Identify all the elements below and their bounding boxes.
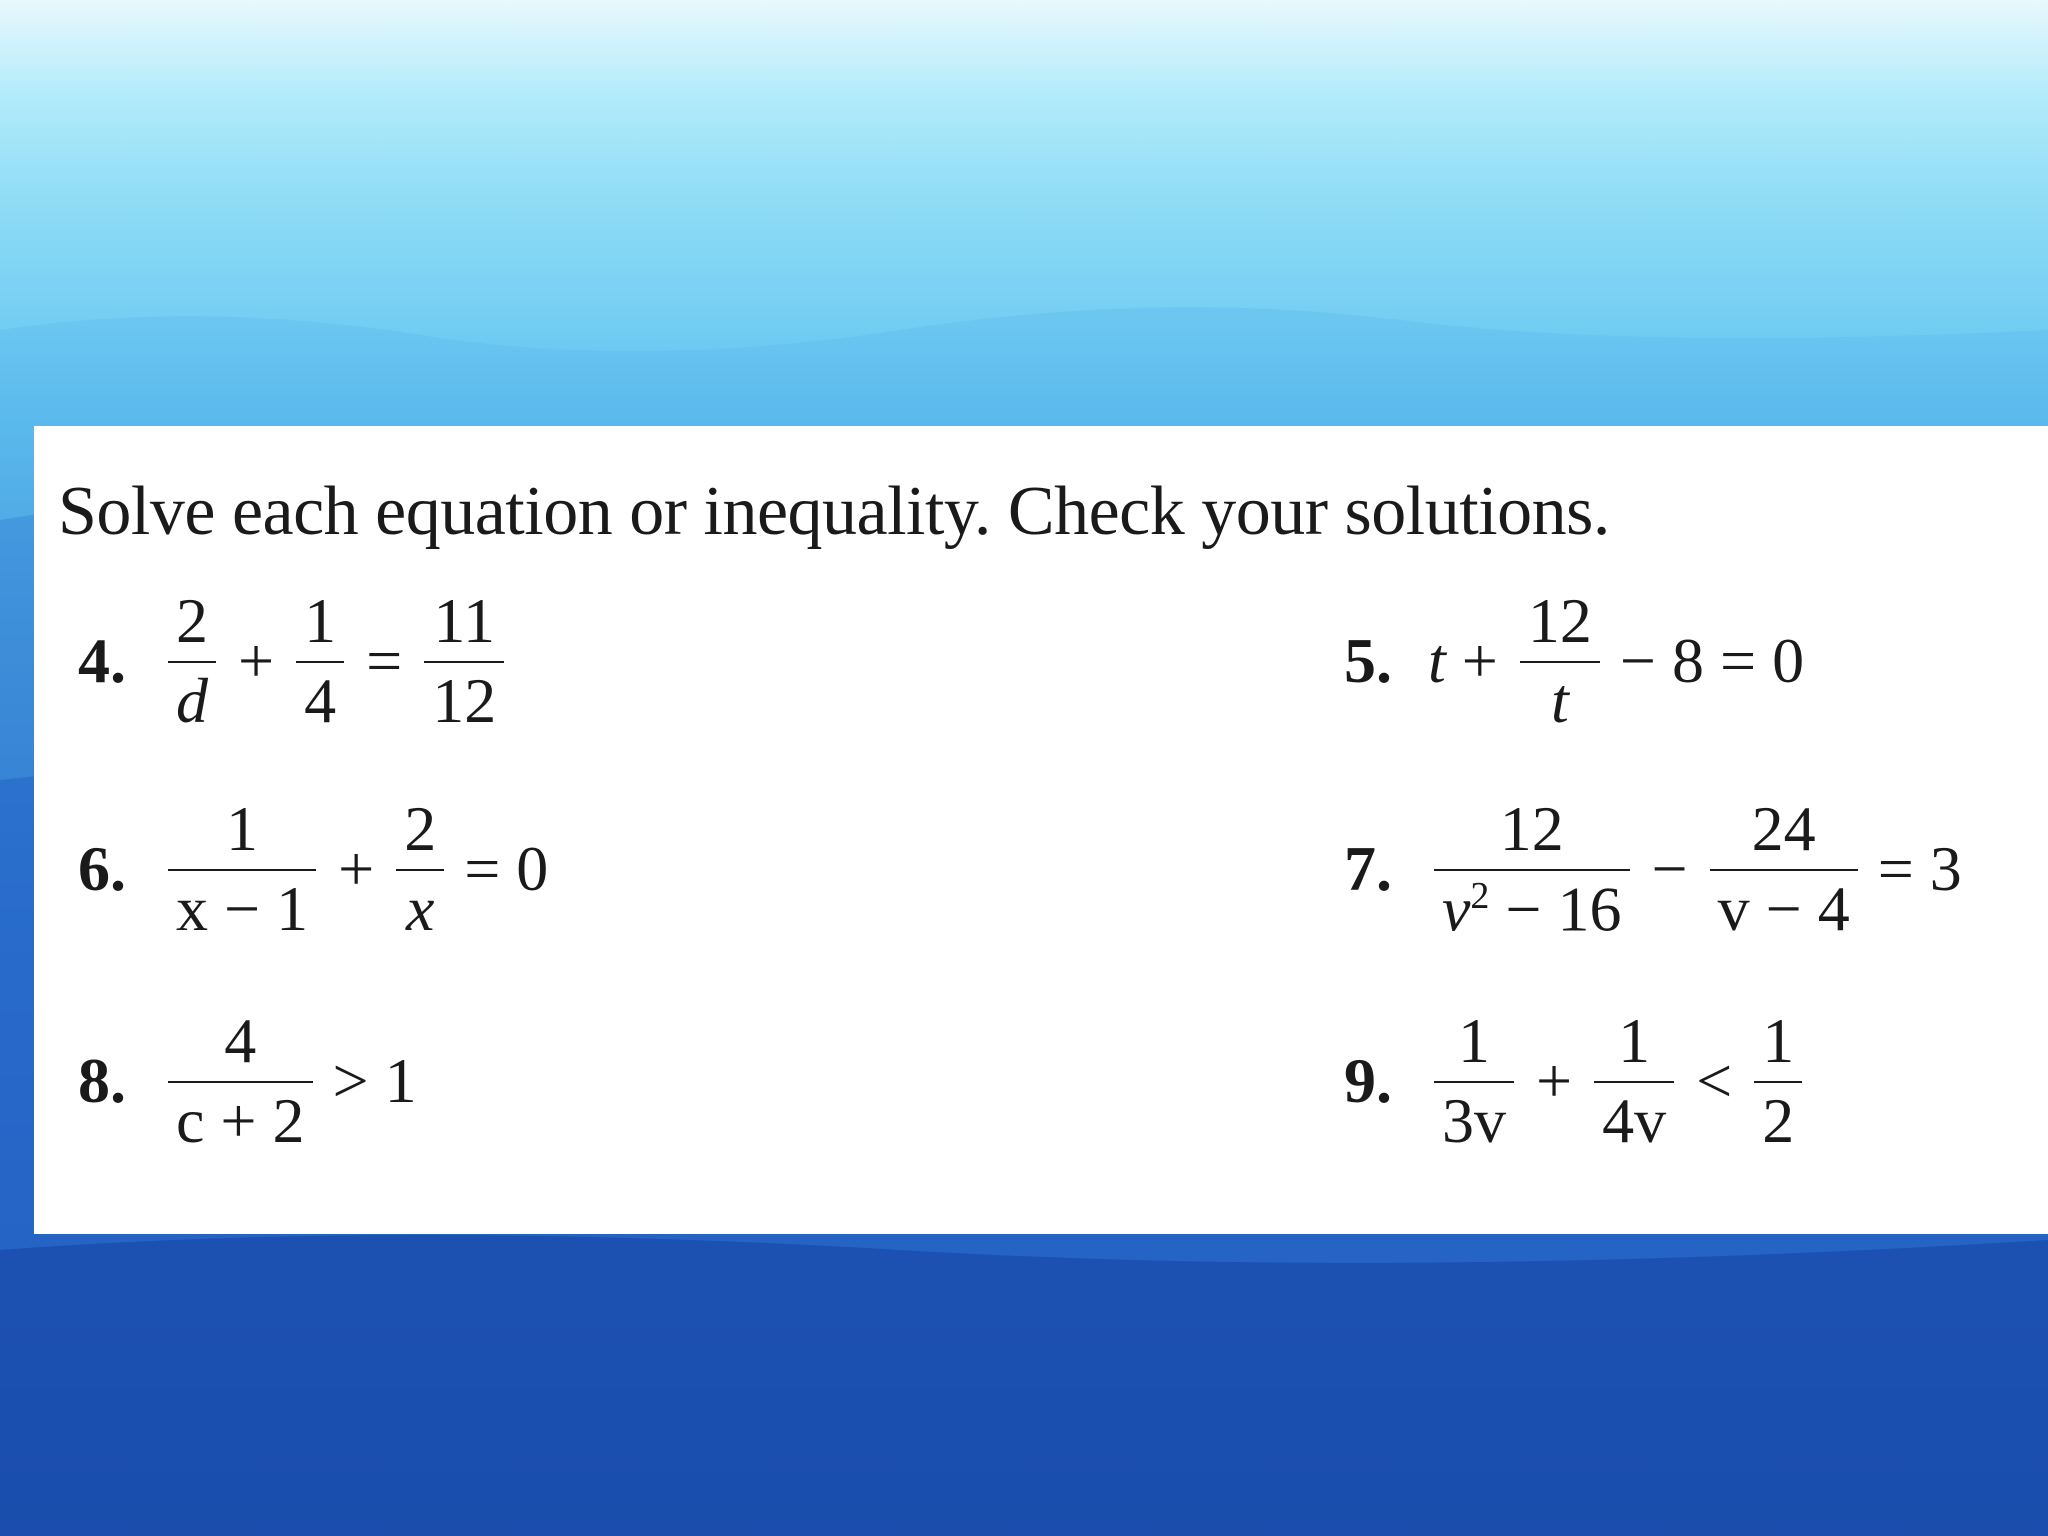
numerator: 11 xyxy=(424,589,504,663)
denominator: x − 1 xyxy=(176,873,309,944)
problem-9 xyxy=(1344,1006,1808,1156)
fraction xyxy=(1710,793,1858,944)
fraction xyxy=(168,793,316,944)
expression-tail: = 0 xyxy=(464,833,549,904)
denominator: 4 xyxy=(304,665,337,736)
problem-panel xyxy=(34,426,2048,1234)
numerator: 1 xyxy=(296,589,344,663)
variable: t xyxy=(1428,625,1446,696)
denominator xyxy=(1434,871,1630,945)
operator: + xyxy=(238,625,275,696)
fraction xyxy=(1594,1005,1674,1156)
fraction xyxy=(168,1005,313,1156)
operator: < xyxy=(1696,1045,1733,1116)
fraction xyxy=(1434,792,1630,945)
numerator: 1 xyxy=(1594,1009,1674,1083)
denominator-variable: v xyxy=(1442,873,1471,945)
denominator: 2 xyxy=(1762,1085,1795,1156)
problem-7 xyxy=(1344,794,1962,944)
denominator: 4v xyxy=(1602,1085,1667,1156)
problem-8 xyxy=(78,1006,417,1156)
denominator: t xyxy=(1550,665,1569,736)
problem-5 xyxy=(1344,586,1804,736)
problem-4 xyxy=(78,586,510,736)
denominator: x xyxy=(405,873,435,944)
denominator-rest: − 16 xyxy=(1489,873,1622,945)
numerator: 4 xyxy=(168,1009,313,1083)
numerator: 24 xyxy=(1710,797,1858,871)
expression-tail: > 1 xyxy=(332,1045,417,1116)
operator: + xyxy=(338,833,375,904)
fraction xyxy=(424,585,504,736)
numerator: 1 xyxy=(168,797,316,871)
exponent: 2 xyxy=(1470,874,1490,917)
expression-tail: − 8 = 0 xyxy=(1619,625,1805,696)
numerator: 1 xyxy=(1434,1009,1514,1083)
problem-number: 8. xyxy=(78,1045,126,1116)
numerator: 1 xyxy=(1754,1009,1802,1083)
fraction xyxy=(1520,585,1600,736)
problem-number: 4. xyxy=(78,625,126,696)
operator: + xyxy=(1536,1045,1573,1116)
denominator: v − 4 xyxy=(1717,873,1850,944)
operator: + xyxy=(1461,625,1498,696)
problem-number: 5. xyxy=(1344,625,1392,696)
denominator: c + 2 xyxy=(176,1085,305,1156)
denominator: 3v xyxy=(1442,1085,1506,1156)
numerator: 2 xyxy=(396,797,444,871)
operator: = xyxy=(366,625,403,696)
denominator: d xyxy=(176,665,208,736)
expression-tail: = 3 xyxy=(1877,833,1962,904)
problem-number: 6. xyxy=(78,833,126,904)
numerator: 2 xyxy=(168,589,216,663)
numerator: 12 xyxy=(1434,797,1630,871)
fraction xyxy=(396,793,444,944)
problem-number: 9. xyxy=(1344,1045,1392,1116)
fraction xyxy=(1434,1005,1514,1156)
fraction xyxy=(168,585,216,736)
numerator: 12 xyxy=(1520,589,1600,663)
denominator: 12 xyxy=(432,665,497,736)
instruction-heading: Solve each equation or inequality. Check your solutions. xyxy=(58,473,1610,550)
operator: − xyxy=(1651,833,1688,904)
fraction xyxy=(1754,1005,1802,1156)
problem-number: 7. xyxy=(1344,833,1392,904)
fraction xyxy=(296,585,344,736)
problem-6 xyxy=(78,794,548,944)
